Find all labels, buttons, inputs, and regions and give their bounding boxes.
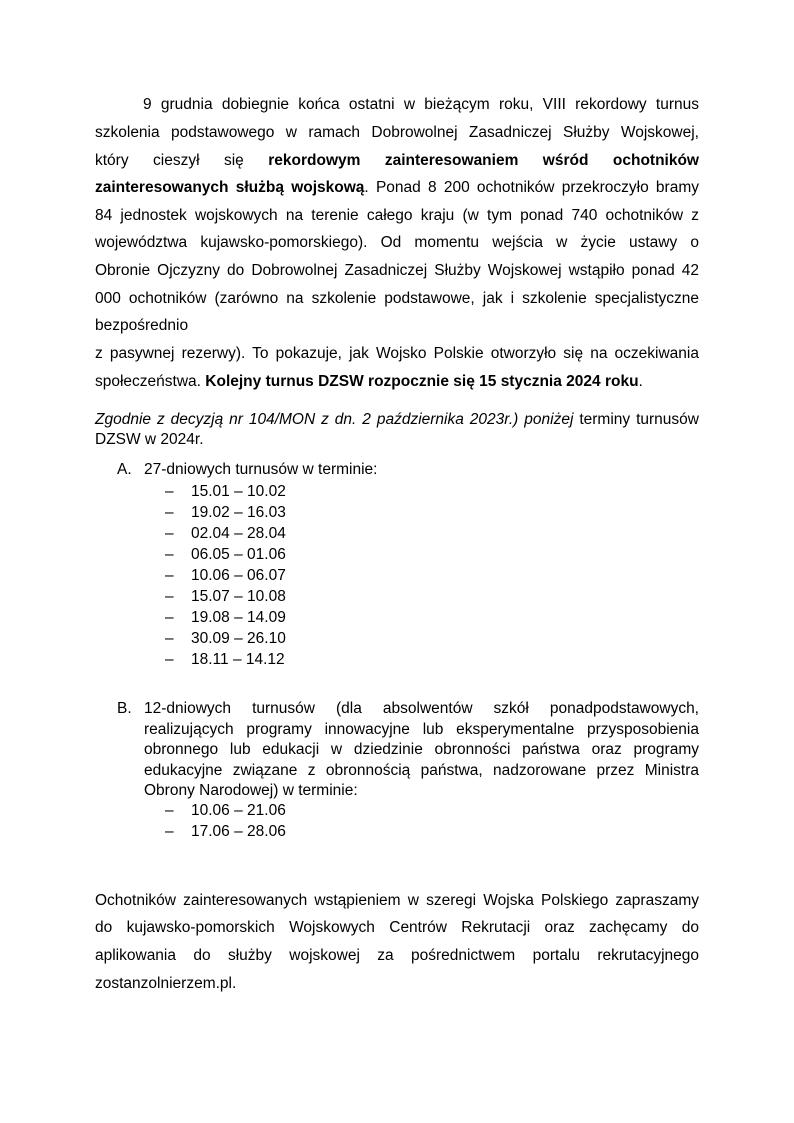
list-item: – 10.06 – 06.07 [165,567,286,584]
list-item: – 06.05 – 01.06 [165,546,286,563]
list-item: – 18.11 – 14.12 [165,651,285,668]
text-line: Obrony Narodowej) w terminie: [144,782,358,799]
text-line: społeczeństwa. Kolejny turnus DZSW rozpocznie się 15 stycznia 2024 roku. [95,373,643,390]
text-line: obronnego lub edukacji w dziedzinie obronności państwa oraz programy [144,741,699,758]
text-line: 12-dniowych turnusów (dla absolwentów szkół ponadpodstawowych, [144,700,699,717]
italic-text: Zgodnie z decyzją nr 104/MON z dn. 2 października 2023r.) poniżej [95,411,574,428]
text-line: zainteresowanych służbą wojskową. Ponad 8 200 ochotników przekroczyło bramy [95,179,699,196]
text-line: Zgodnie z decyzją nr 104/MON z dn. 2 października 2023r.) poniżej terminy turnusów [95,411,699,428]
text-line: DZSW w 2024r. [95,431,204,448]
list-a-heading: A. 27-dniowych turnusów w terminie: [117,461,378,478]
dash-icon: – [165,823,174,840]
text-line: 84 jednostek wojskowych na terenie całego kraju (w tym ponad 740 ochotników z [95,207,699,224]
text-line: realizujących programy innowacyjne lub eksperymentalne przysposobienia [144,721,699,738]
bold-text: rekordowym zainteresowaniem wśród ochotników [268,152,699,169]
text-line: który cieszył się rekordowym zainteresowaniem wśród ochotników [95,152,699,169]
bold-text: zainteresowanych służbą wojskową [95,179,365,196]
dash-icon: – [165,546,174,563]
list-a-items [165,481,286,670]
dash-icon: – [165,504,174,521]
text-line: edukacyjne związane z obronnością państwa, nadzorowane przez Ministra [144,762,699,779]
dash-icon: – [165,567,174,584]
list-item: – 19.08 – 14.09 [165,609,286,626]
list-marker: B. [117,700,132,717]
text-line: Ochotników zainteresowanych wstąpieniem w szeregi Wojska Polskiego zapraszamy [95,892,699,909]
dash-icon: – [165,525,174,542]
bold-text: Kolejny turnus DZSW rozpocznie się 15 stycznia 2024 roku [205,373,639,390]
list-item: – 30.09 – 26.10 [165,630,286,647]
text-line: województwa kujawsko-pomorskiego). Od momentu wejścia w życie ustawy o [95,234,699,251]
list-item: – 10.06 – 21.06 [165,802,286,819]
dash-icon: – [165,651,174,668]
text-line: aplikowania do służby wojskowej za pośrednictwem portalu rekrutacyjnego [95,947,699,964]
dash-icon: – [165,588,174,605]
text-line: 9 grudnia dobiegnie końca ostatni w bieżącym roku, VIII rekordowy turnus [143,96,699,113]
text-line: szkolenia podstawowego w ramach Dobrowolnej Zasadniczej Służby Wojskowej, [95,124,699,141]
list-item: – 15.01 – 10.02 [165,483,286,500]
dash-icon: – [165,483,174,500]
list-marker: A. [117,461,132,478]
text-line: bezpośrednio [95,317,189,334]
list-item: – 17.06 – 28.06 [165,823,286,840]
portal-link-text: zostanzolnierzem.pl. [95,975,237,992]
text-line: Obronie Ojczyzny do Dobrowolnej Zasadniczej Służby Wojskowej wstąpiło ponad 42 [95,262,699,279]
dash-icon: – [165,802,174,819]
text-line: do kujawsko-pomorskich Wojskowych Centrów Rekrutacji oraz zachęcamy do [95,919,699,936]
text-line: 000 ochotników (zarówno na szkolenie podstawowe, jak i szkolenie specjalistyczne [95,290,699,307]
dash-icon: – [165,609,174,626]
list-item: – 19.02 – 16.03 [165,504,286,521]
dash-icon: – [165,630,174,647]
list-item: – 02.04 – 28.04 [165,525,286,542]
list-item: – 15.07 – 10.08 [165,588,286,605]
text-line: z pasywnej rezerwy). To pokazuje, jak Wojsko Polskie otworzyło się na oczekiwania [95,345,699,362]
list-b-items [165,800,286,842]
